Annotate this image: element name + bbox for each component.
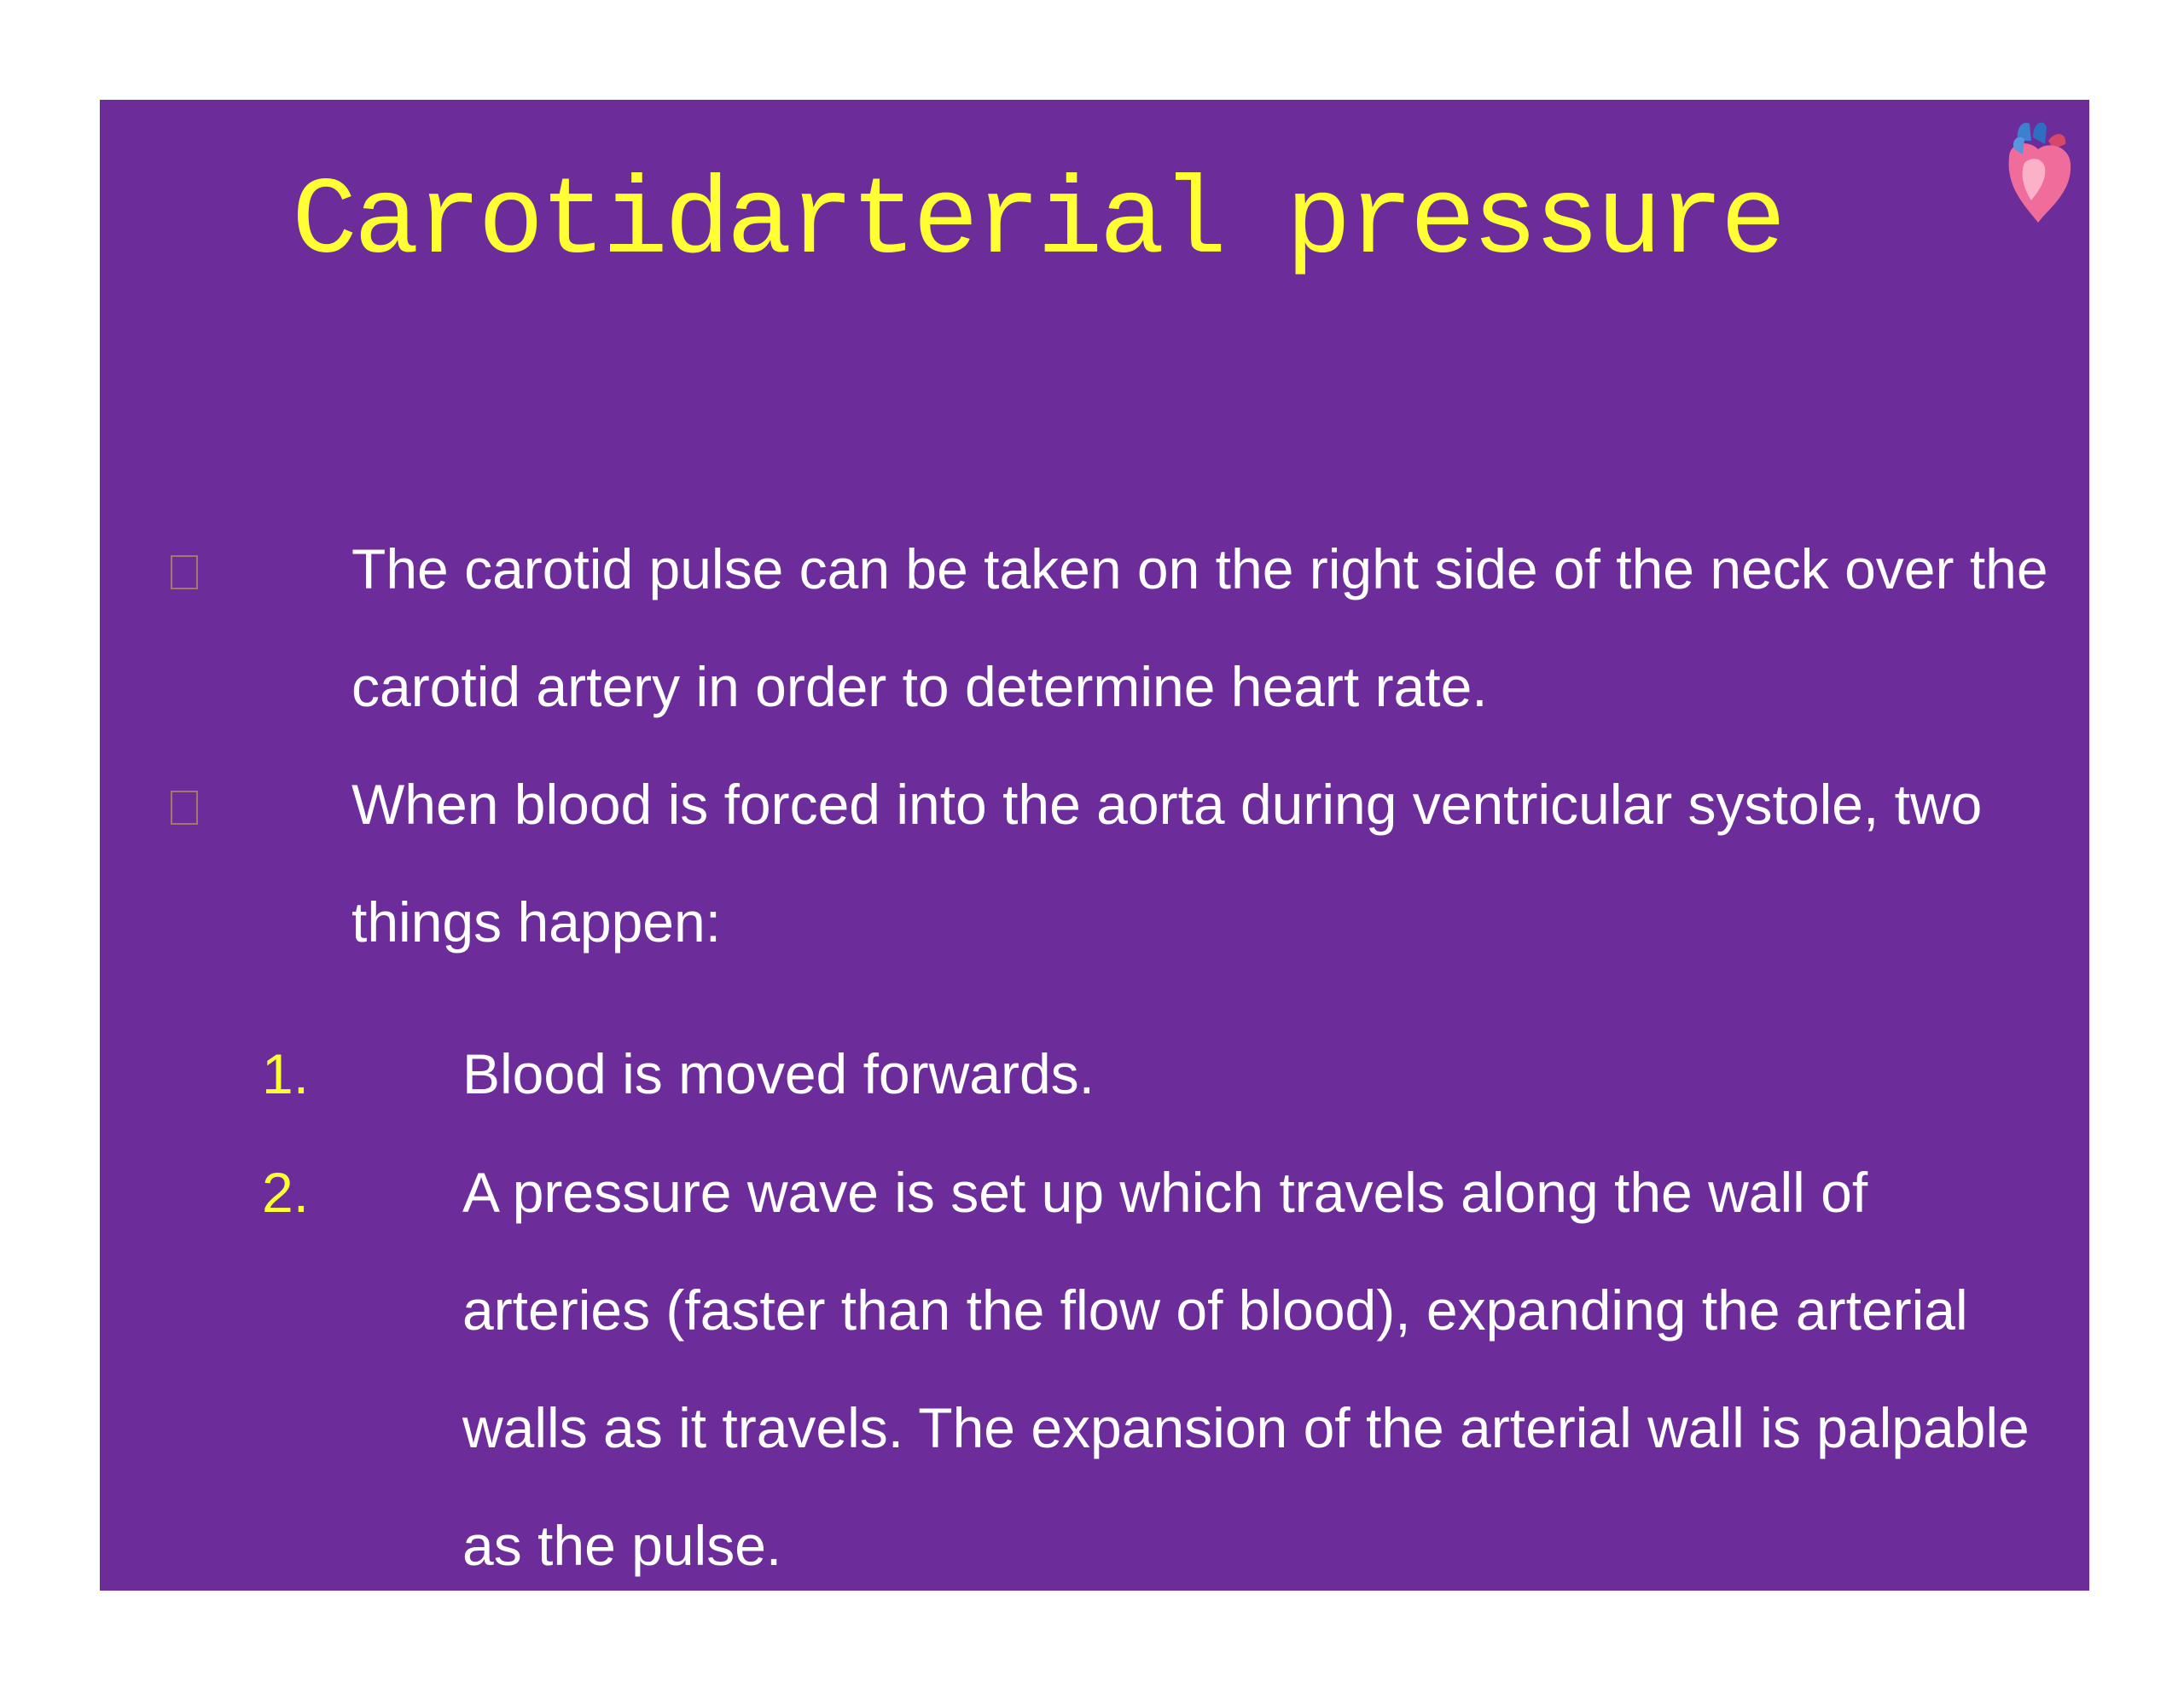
bullet-marker (171, 555, 198, 589)
bullet-text: When blood is forced into the aorta during ventricular systole, two things happen: (351, 773, 1983, 954)
item-text: Blood is moved forwards. (462, 1042, 1095, 1105)
item-number: 2. (262, 1161, 310, 1224)
slide-title: Carotidarterial pressure (292, 161, 1783, 285)
item-text: A pressure wave is set up which travels along the wall of arteries (faster than the flow of blood), expanding the arterial walls as it travels. The expansion of the arterial wall is palpable as the pulse. (462, 1161, 2030, 1577)
item-number: 1. (262, 1042, 310, 1105)
bullet-text: The carotid pulse can be taken on the right side of the neck over the carotid artery in order to determine heart rate. (351, 537, 2048, 718)
bullet-marker (171, 791, 198, 825)
heart-icon (1994, 115, 2088, 230)
slide (100, 100, 2089, 1591)
